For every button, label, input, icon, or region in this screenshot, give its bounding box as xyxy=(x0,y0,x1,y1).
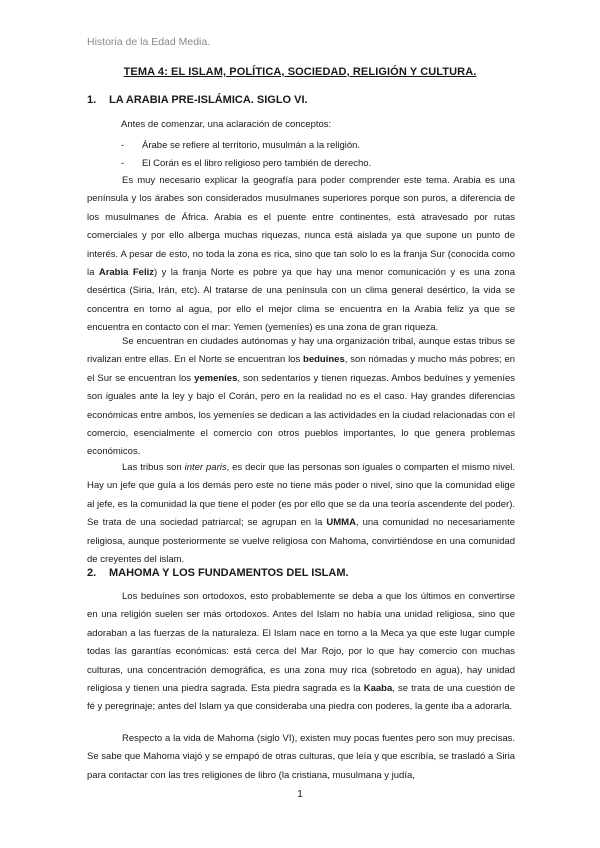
section-2-number: 2. xyxy=(87,567,97,579)
paragraph-bedouins: Los beduínes son ortodoxos, esto probablemente se deba a que los últimos en convertirse en una religión suelen ser más ortodoxos. Antes del Islam no había una unidad religiosa, sino que adoraban a las fuerzas de la naturaleza. El Islam nace en torno a la Meca ya que este lugar cumple todas las garantías económicas: está cerca del Mar Rojo, por lo que hay comercio con muchas culturas, una concentración demográfica, es una zona muy rica (sobretodo en agua), hay unidad religiosa y tienen una piedra sagrada. Esta piedra sagrada es la Kaaba, se trata de una cuestión de fé y peregrinaje; antes del Islam ya que consideraba una piedra con poderes, la gente iba a adorarla. xyxy=(87,591,515,713)
list-item-text: El Corán es el libro religioso pero también de derecho. xyxy=(142,158,372,169)
document-title: TEMA 4: EL ISLAM, POLÍTICA, SOCIEDAD, RELIGIÓN Y CULTURA. xyxy=(123,66,477,78)
section-1-title: LA ARABIA PRE-ISLÁMICA. SIGLO VI. xyxy=(109,94,308,106)
section-1-heading xyxy=(87,94,308,106)
page-number: 1 xyxy=(297,789,303,800)
list-item xyxy=(121,137,371,155)
concept-list xyxy=(121,137,371,173)
section-2-heading xyxy=(87,567,349,579)
running-header: Historia de la Edad Media. xyxy=(87,36,211,48)
list-item xyxy=(121,155,371,173)
list-item-text: Árabe se refiere al territorio, musulmán a la religión. xyxy=(142,140,361,151)
intro-text: Antes de comenzar, una aclaración de conceptos: xyxy=(121,119,332,130)
paragraph-geography: Es muy necesario explicar la geografía para poder comprender este tema. Arabia es una península y los árabes son considerados musulmanes superiores porque son puros, a diferencia de los musulmanes de África. Arabia es el puente entre continentes, está atravesado por rutas comerciales y por ello alberga muchas riquezas, nunca está aislada ya que supone un punto de interés. A pesar de esto, no toda la zona es rica, sino que tan solo lo es la franja Sur (conocida como la Arabia Feliz) y la franja Norte es pobre ya que hay una menor comunicación y es una zona desértica (Siria, Irán, etc). Al tratarse de una península con un clima general desértico, la vida se concentra en torno al agua, por ello el mejor clima se encuentra en la Arabia feliz ya que se encuentra en contacto con el mar: Yemen (yemeníes) es una zona de gran riqueza. xyxy=(87,175,515,334)
paragraph-inter-paris: Las tribus son inter paris, es decir que las personas son iguales o comparten el mismo nivel. Hay un jefe que guía a los demás pero este no tiene más poder o nivel, sino que la comunidad elige al jefe, es la comunidad la que tiene el poder (es por ello que se da una teoría ascendente del poder). Se trata de una sociedad patriarcal; se agrupan en la UMMA, una comunidad no necesariamente religiosa, aunque posteriormente se vuelve religiosa con Mahoma, convirtiéndose en una comunidad de creyentes del islam. xyxy=(87,462,515,566)
section-2-title: MAHOMA Y LOS FUNDAMENTOS DEL ISLAM. xyxy=(109,567,349,579)
paragraph-tribes: Se encuentran en ciudades autónomas y hay una organización tribal, aunque estas tribus se rivalizan entre ellas. En el Norte se encuentran los beduínes, son nómadas y mucho más pobres; en el Sur se encuentran los yemeníes, son sedentarios y tienen riquezas. Ambos beduínes y yemeníes son iguales ante la ley y bajo el Corán, pero en la realidad no es el caso. Hay grandes diferencias económicas entre ambos, los yemeníes se dedican a las actividades en la ciudad relacionadas con el comercio, esencialmente el comercio con otros pueblos importantes, lo que genera problemas económicos. xyxy=(87,336,516,458)
dash-bullet: - xyxy=(121,158,125,169)
dash-bullet: - xyxy=(121,140,125,151)
section-1-number: 1. xyxy=(87,94,97,106)
paragraph-mahoma: Respecto a la vida de Mahoma (siglo VI), existen muy pocas fuentes pero son muy precisas. Se sabe que Mahoma viajó y se empapó de otras culturas, que leía y que escribía, se trasladó a Siria para contactar con las tres religiones de libro (la cristiana, musulmana y judía, xyxy=(87,733,515,781)
